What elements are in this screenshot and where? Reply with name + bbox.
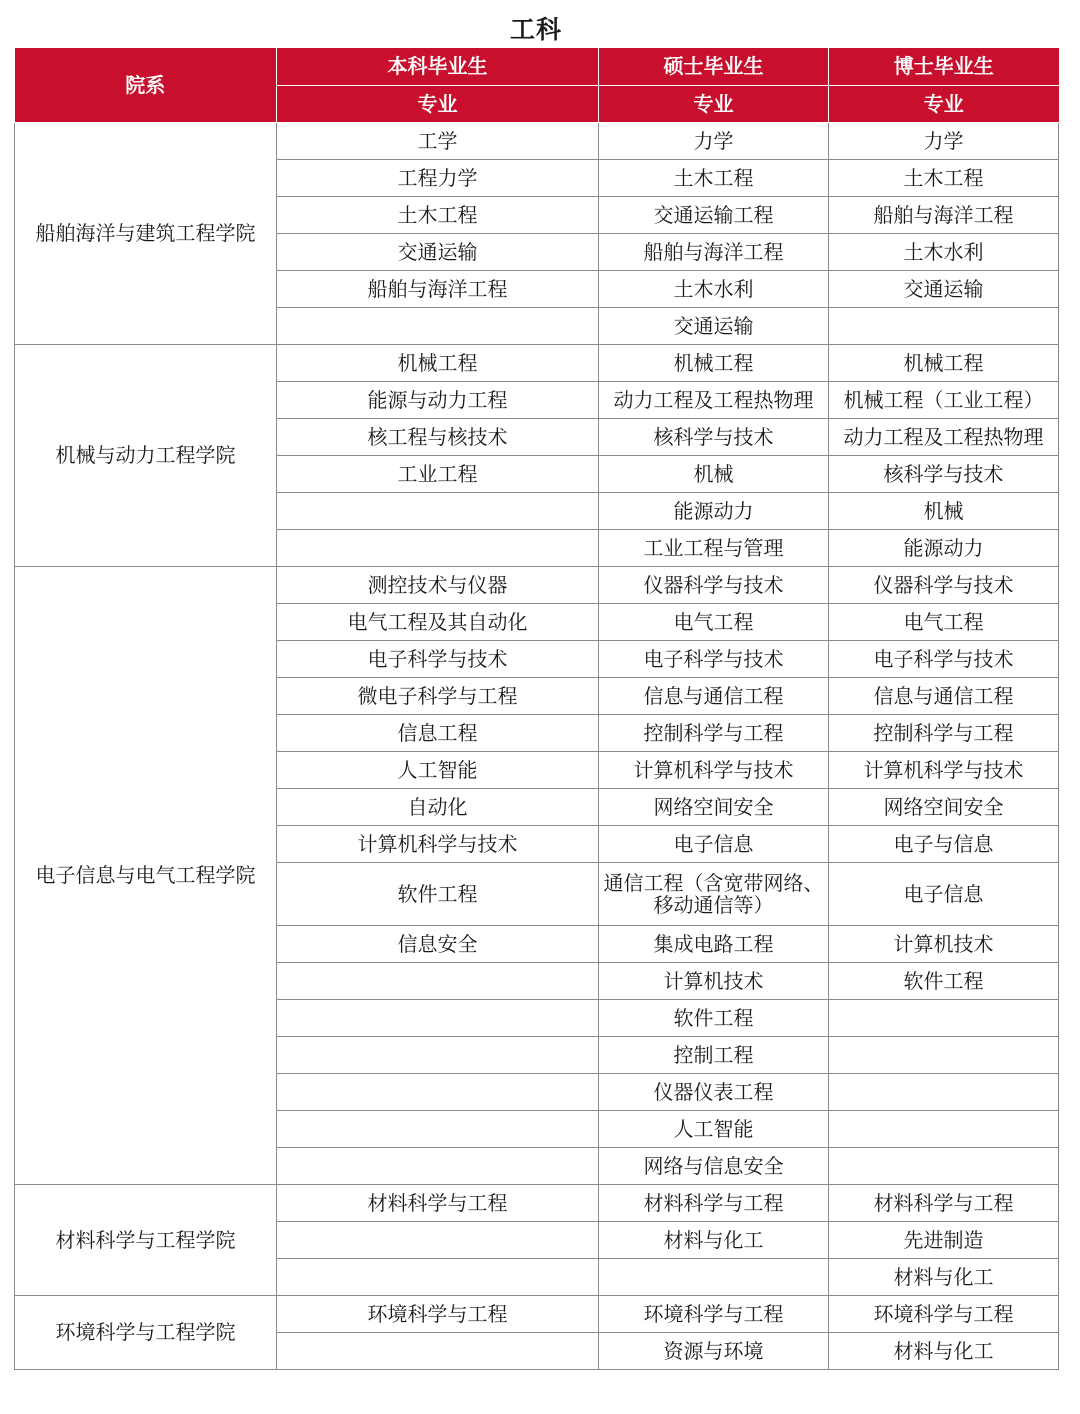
doctor-major-cell — [829, 307, 1059, 344]
master-major-cell: 仪器科学与技术 — [599, 566, 829, 603]
master-major-cell: 电气工程 — [599, 603, 829, 640]
undergrad-major-cell — [277, 307, 599, 344]
undergrad-major-cell: 信息安全 — [277, 925, 599, 962]
doctor-major-cell: 材料与化工 — [829, 1258, 1059, 1295]
master-major-cell: 控制工程 — [599, 1036, 829, 1073]
undergrad-major-cell — [277, 492, 599, 529]
header-major-undergrad: 专业 — [277, 85, 599, 122]
undergrad-major-cell: 工程力学 — [277, 159, 599, 196]
master-major-cell: 能源动力 — [599, 492, 829, 529]
undergrad-major-cell: 自动化 — [277, 788, 599, 825]
header-department: 院系 — [15, 48, 277, 122]
doctor-major-cell: 土木工程 — [829, 159, 1059, 196]
undergrad-major-cell: 核工程与核技术 — [277, 418, 599, 455]
undergrad-major-cell — [277, 529, 599, 566]
page-title: 工科 — [509, 15, 562, 44]
master-major-cell: 交通运输工程 — [599, 196, 829, 233]
table-body — [15, 122, 1059, 1369]
undergrad-major-cell: 土木工程 — [277, 196, 599, 233]
doctor-major-cell: 计算机技术 — [829, 925, 1059, 962]
header-master: 硕士毕业生 — [599, 48, 829, 85]
undergrad-major-cell — [277, 1332, 599, 1369]
master-major-cell: 电子信息 — [599, 825, 829, 862]
undergrad-major-cell — [277, 1258, 599, 1295]
undergrad-major-cell: 工学 — [277, 122, 599, 159]
table-row — [15, 344, 1059, 381]
header-major-master: 专业 — [599, 85, 829, 122]
undergrad-major-cell: 能源与动力工程 — [277, 381, 599, 418]
table-row — [15, 122, 1059, 159]
master-major-cell: 环境科学与工程 — [599, 1295, 829, 1332]
department-name: 环境科学与工程学院 — [15, 1295, 277, 1369]
master-major-cell: 网络空间安全 — [599, 788, 829, 825]
undergrad-major-cell: 材料科学与工程 — [277, 1184, 599, 1221]
undergrad-major-cell: 计算机科学与技术 — [277, 825, 599, 862]
master-major-cell: 核科学与技术 — [599, 418, 829, 455]
master-major-cell: 工业工程与管理 — [599, 529, 829, 566]
master-major-cell: 船舶与海洋工程 — [599, 233, 829, 270]
undergrad-major-cell: 信息工程 — [277, 714, 599, 751]
doctor-major-cell: 电子科学与技术 — [829, 640, 1059, 677]
doctor-major-cell — [829, 1036, 1059, 1073]
master-major-cell: 电子科学与技术 — [599, 640, 829, 677]
undergrad-major-cell: 微电子科学与工程 — [277, 677, 599, 714]
doctor-major-cell: 计算机科学与技术 — [829, 751, 1059, 788]
undergrad-major-cell: 电子科学与技术 — [277, 640, 599, 677]
doctor-major-cell: 控制科学与工程 — [829, 714, 1059, 751]
undergrad-major-cell: 电气工程及其自动化 — [277, 603, 599, 640]
undergrad-major-cell: 交通运输 — [277, 233, 599, 270]
master-major-cell: 网络与信息安全 — [599, 1147, 829, 1184]
header-undergrad: 本科毕业生 — [277, 48, 599, 85]
doctor-major-cell: 电子信息 — [829, 862, 1059, 925]
master-major-cell: 材料科学与工程 — [599, 1184, 829, 1221]
doctor-major-cell: 核科学与技术 — [829, 455, 1059, 492]
master-major-cell: 计算机技术 — [599, 962, 829, 999]
master-major-cell: 控制科学与工程 — [599, 714, 829, 751]
master-major-cell: 信息与通信工程 — [599, 677, 829, 714]
master-major-cell: 机械工程 — [599, 344, 829, 381]
department-name: 船舶海洋与建筑工程学院 — [15, 122, 277, 344]
undergrad-major-cell: 环境科学与工程 — [277, 1295, 599, 1332]
doctor-major-cell: 机械工程（工业工程） — [829, 381, 1059, 418]
master-major-cell: 力学 — [599, 122, 829, 159]
undergrad-major-cell: 人工智能 — [277, 751, 599, 788]
master-major-cell: 计算机科学与技术 — [599, 751, 829, 788]
undergrad-major-cell — [277, 1036, 599, 1073]
department-name: 机械与动力工程学院 — [15, 344, 277, 566]
doctor-major-cell — [829, 1147, 1059, 1184]
doctor-major-cell: 电子与信息 — [829, 825, 1059, 862]
doctor-major-cell: 船舶与海洋工程 — [829, 196, 1059, 233]
undergrad-major-cell: 测控技术与仪器 — [277, 566, 599, 603]
undergrad-major-cell — [277, 999, 599, 1036]
undergrad-major-cell — [277, 962, 599, 999]
doctor-major-cell: 土木水利 — [829, 233, 1059, 270]
doctor-major-cell — [829, 999, 1059, 1036]
doctor-major-cell — [829, 1073, 1059, 1110]
master-major-cell: 资源与环境 — [599, 1332, 829, 1369]
undergrad-major-cell: 机械工程 — [277, 344, 599, 381]
doctor-major-cell: 材料科学与工程 — [829, 1184, 1059, 1221]
doctor-major-cell: 仪器科学与技术 — [829, 566, 1059, 603]
undergrad-major-cell — [277, 1110, 599, 1147]
master-major-cell: 土木工程 — [599, 159, 829, 196]
table-header — [15, 48, 1059, 122]
doctor-major-cell: 先进制造 — [829, 1221, 1059, 1258]
department-name: 电子信息与电气工程学院 — [15, 566, 277, 1184]
table-row — [15, 1295, 1059, 1332]
undergrad-major-cell — [277, 1221, 599, 1258]
master-major-cell: 土木水利 — [599, 270, 829, 307]
doctor-major-cell: 环境科学与工程 — [829, 1295, 1059, 1332]
header-major-doctor: 专业 — [829, 85, 1059, 122]
doctor-major-cell: 动力工程及工程热物理 — [829, 418, 1059, 455]
doctor-major-cell: 信息与通信工程 — [829, 677, 1059, 714]
doctor-major-cell: 能源动力 — [829, 529, 1059, 566]
table-row — [15, 1184, 1059, 1221]
doctor-major-cell: 力学 — [829, 122, 1059, 159]
undergrad-major-cell: 软件工程 — [277, 862, 599, 925]
department-name: 材料科学与工程学院 — [15, 1184, 277, 1295]
header-doctor: 博士毕业生 — [829, 48, 1059, 85]
undergrad-major-cell: 工业工程 — [277, 455, 599, 492]
undergrad-major-cell — [277, 1073, 599, 1110]
master-major-cell: 集成电路工程 — [599, 925, 829, 962]
doctor-major-cell: 材料与化工 — [829, 1332, 1059, 1369]
master-major-cell: 人工智能 — [599, 1110, 829, 1147]
doctor-major-cell: 软件工程 — [829, 962, 1059, 999]
table-row — [15, 566, 1059, 603]
doctor-major-cell: 网络空间安全 — [829, 788, 1059, 825]
master-major-cell: 通信工程（含宽带网络、 移动通信等） — [599, 862, 829, 925]
majors-table — [14, 48, 1059, 1370]
doctor-major-cell — [829, 1110, 1059, 1147]
master-major-cell: 动力工程及工程热物理 — [599, 381, 829, 418]
undergrad-major-cell: 船舶与海洋工程 — [277, 270, 599, 307]
doctor-major-cell: 交通运输 — [829, 270, 1059, 307]
master-major-cell: 软件工程 — [599, 999, 829, 1036]
master-major-cell: 仪器仪表工程 — [599, 1073, 829, 1110]
master-major-cell: 机械 — [599, 455, 829, 492]
master-major-cell: 材料与化工 — [599, 1221, 829, 1258]
undergrad-major-cell — [277, 1147, 599, 1184]
doctor-major-cell: 电气工程 — [829, 603, 1059, 640]
doctor-major-cell: 机械工程 — [829, 344, 1059, 381]
master-major-cell: 交通运输 — [599, 307, 829, 344]
doctor-major-cell: 机械 — [829, 492, 1059, 529]
master-major-cell — [599, 1258, 829, 1295]
